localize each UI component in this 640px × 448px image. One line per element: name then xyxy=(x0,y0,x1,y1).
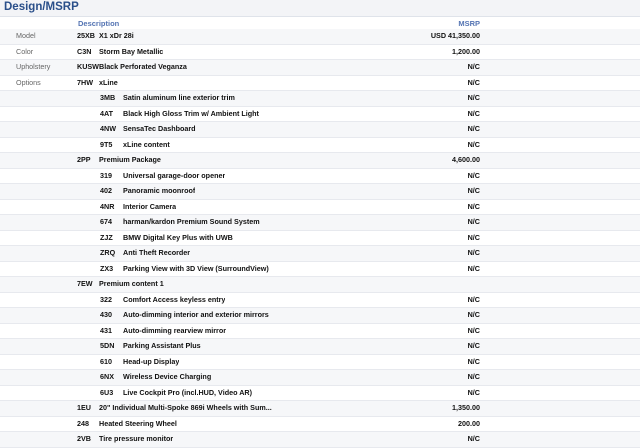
option-code: 322 xyxy=(100,294,112,304)
table-row xyxy=(0,277,640,293)
table-row xyxy=(0,138,640,154)
option-price: N/C xyxy=(467,77,480,87)
option-price: N/C xyxy=(467,341,480,350)
option-price: N/C xyxy=(467,263,480,273)
option-price: N/C xyxy=(467,93,480,102)
table-row xyxy=(0,386,640,402)
option-description: Black High Gloss Trim w/ Ambient Light xyxy=(123,108,259,118)
option-description: Heated Steering Wheel xyxy=(99,418,177,428)
table-row xyxy=(0,401,640,417)
option-code: 7EW xyxy=(77,279,93,288)
option-code: 4NW xyxy=(100,124,116,133)
option-description: 20" Individual Multi-Spoke 869i Wheels with Sum... xyxy=(99,403,272,412)
table-row xyxy=(0,355,640,371)
option-price: N/C xyxy=(467,387,480,397)
table-row xyxy=(0,200,640,216)
option-description: Parking Assistant Plus xyxy=(123,341,201,350)
table-row xyxy=(0,60,640,76)
option-code: 2VB xyxy=(77,434,91,443)
option-description: Interior Camera xyxy=(123,201,177,211)
option-description: Black Perforated Veganza xyxy=(99,62,187,71)
option-description: X1 xDr 28i xyxy=(99,31,134,40)
option-code: 9T5 xyxy=(100,139,113,149)
option-price: N/C xyxy=(467,124,480,133)
option-price: N/C xyxy=(467,217,480,226)
table-row xyxy=(0,293,640,309)
table-row xyxy=(0,91,640,107)
option-code: 4NR xyxy=(100,201,115,211)
option-code: 7HW xyxy=(77,77,93,87)
table-row xyxy=(0,432,640,448)
option-price: N/C xyxy=(467,108,480,118)
option-price: 1,350.00 xyxy=(452,403,480,412)
option-description: xLine content xyxy=(123,139,170,149)
option-price: N/C xyxy=(467,356,480,366)
table-row xyxy=(0,45,640,61)
section-title-bar xyxy=(0,0,640,17)
option-code: 431 xyxy=(100,325,112,335)
table-row xyxy=(0,169,640,185)
table-row xyxy=(0,246,640,262)
option-price: N/C xyxy=(467,186,480,195)
option-price: N/C xyxy=(467,372,480,381)
option-code: 6U3 xyxy=(100,387,114,397)
table-header xyxy=(0,19,640,29)
option-price: 200.00 xyxy=(458,418,480,428)
option-price: N/C xyxy=(467,434,480,443)
option-description: Auto-dimming rearview mirror xyxy=(123,325,227,335)
option-code: ZX3 xyxy=(100,263,114,273)
option-description: Wireless Device Charging xyxy=(123,372,212,381)
row-label: Model xyxy=(16,31,36,40)
table-row xyxy=(0,324,640,340)
column-header-msrp: MSRP xyxy=(458,19,480,28)
option-code: 25XB xyxy=(77,31,95,40)
table-row xyxy=(0,107,640,123)
option-code: 674 xyxy=(100,217,112,226)
option-price: N/C xyxy=(467,310,480,319)
option-description: Anti Theft Recorder xyxy=(123,248,191,257)
option-description: Storm Bay Metallic xyxy=(99,46,164,56)
option-price: N/C xyxy=(467,170,480,180)
row-label: Options xyxy=(16,77,41,87)
table-row xyxy=(0,339,640,355)
page-title: Design/MSRP xyxy=(4,1,79,13)
option-price: N/C xyxy=(467,325,480,335)
option-code: 6NX xyxy=(100,372,114,381)
table-row xyxy=(0,215,640,231)
row-label: Upholstery xyxy=(16,62,51,71)
option-code: 248 xyxy=(77,418,89,428)
table-row xyxy=(0,417,640,433)
option-description: Auto-dimming interior and exterior mirrors xyxy=(123,310,269,319)
option-price: N/C xyxy=(467,62,480,71)
column-header-description: Description xyxy=(78,19,120,28)
table-row xyxy=(0,122,640,138)
table-row xyxy=(0,29,640,45)
row-label: Color xyxy=(16,46,34,56)
option-code: 3MB xyxy=(100,93,116,102)
table-row xyxy=(0,262,640,278)
table-row xyxy=(0,184,640,200)
option-code: 319 xyxy=(100,170,112,180)
option-code: 5DN xyxy=(100,341,115,350)
option-code: 402 xyxy=(100,186,112,195)
table-row xyxy=(0,153,640,169)
option-price: N/C xyxy=(467,139,480,149)
option-description: Premium Package xyxy=(99,155,161,164)
option-description: BMW Digital Key Plus with UWB xyxy=(123,232,233,242)
option-code: 430 xyxy=(100,310,112,319)
option-description: Premium content 1 xyxy=(99,279,164,288)
option-description: Satin aluminum line exterior trim xyxy=(123,93,235,102)
option-code: ZRQ xyxy=(100,248,116,257)
option-description: Comfort Access keyless entry xyxy=(123,294,226,304)
option-description: Head-up Display xyxy=(123,356,180,366)
option-description: Tire pressure monitor xyxy=(99,434,174,443)
option-code: KUSW xyxy=(77,62,99,71)
option-code: ZJZ xyxy=(100,232,113,242)
option-code: 2PP xyxy=(77,155,91,164)
option-code: 4AT xyxy=(100,108,114,118)
option-description: Parking View with 3D View (SurroundView) xyxy=(123,263,269,273)
option-description: Live Cockpit Pro (incl.HUD, Video AR) xyxy=(123,387,252,397)
table-row xyxy=(0,76,640,92)
table-row xyxy=(0,370,640,386)
option-price: 1,200.00 xyxy=(452,46,480,56)
table-row xyxy=(0,231,640,247)
option-description: harman/kardon Premium Sound System xyxy=(123,217,260,226)
option-price: N/C xyxy=(467,232,480,242)
option-price: N/C xyxy=(467,201,480,211)
option-price: 4,600.00 xyxy=(452,155,480,164)
option-code: 1EU xyxy=(77,403,91,412)
option-price: N/C xyxy=(467,248,480,257)
option-code: 610 xyxy=(100,356,112,366)
option-description: SensaTec Dashboard xyxy=(123,124,196,133)
option-description: Panoramic moonroof xyxy=(123,186,196,195)
option-description: Universal garage-door opener xyxy=(123,170,226,180)
option-price: N/C xyxy=(467,294,480,304)
option-code: C3N xyxy=(77,46,92,56)
option-price: USD 41,350.00 xyxy=(430,31,480,40)
table-row xyxy=(0,308,640,324)
options-table xyxy=(0,29,640,448)
option-description: xLine xyxy=(99,77,118,87)
